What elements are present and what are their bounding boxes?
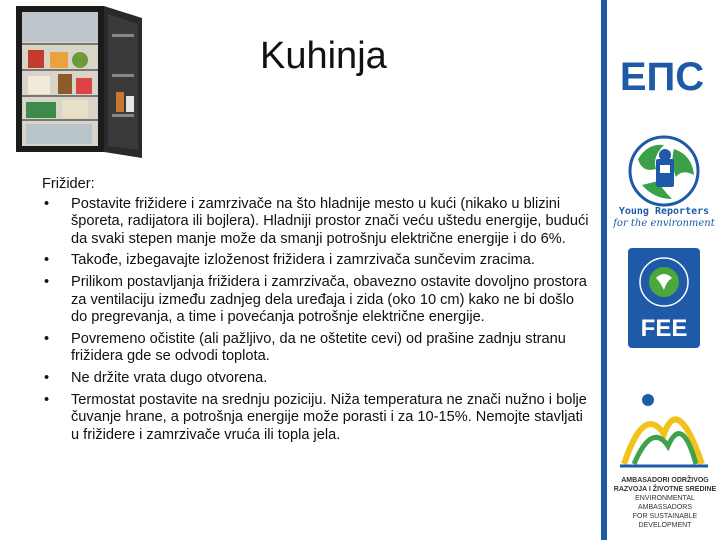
bullet-text: Prilikom postavljanja frižidera i zamrzivača, obavezno ostavite dovoljno prostora za ventilaciju između zadnjeg dela uređaja i zida (oko 10 cm) kako ne bi došlo do pregrevanja, a time i povećanja potrošnje električne energije. bbox=[71, 273, 587, 326]
refrigerator-image bbox=[8, 4, 148, 162]
ambassadors-line-2: RAZVOJA I ŽIVOTNE SREDINE bbox=[613, 486, 717, 493]
bullet-text: Ne držite vrata dugo otvorena. bbox=[71, 369, 268, 386]
list-item bbox=[42, 370, 590, 388]
slide-body bbox=[42, 176, 590, 448]
bullet-marker: • bbox=[44, 391, 50, 408]
bullet-text: Povremeno očistite (ali pažljivo, da ne oštetite cevi) od prašine zadnju stranu frižidera gde se odvodi toplota. bbox=[71, 330, 566, 365]
ambassadors-line-3: ENVIRONMENTAL AMBASSADORS bbox=[635, 495, 695, 511]
list-item bbox=[42, 196, 590, 249]
bullet-marker: • bbox=[44, 195, 50, 212]
bullet-marker: • bbox=[44, 273, 50, 290]
ambassadors-caption bbox=[612, 476, 718, 530]
bullet-marker: • bbox=[44, 330, 50, 347]
fee-logo bbox=[628, 248, 700, 348]
environmental-ambassadors-logo bbox=[614, 384, 714, 472]
bullet-text: Termostat postavite na srednju poziciju. Niža temperatura ne znači nužno i bolje čuvanje hrane, a potrošnja energije može porasti i za 10-15%. Nemojte stavljati u frižidere i zamrzivače vruća ili topla jela. bbox=[71, 391, 587, 443]
svg-text:ЕПС: ЕПС bbox=[619, 55, 705, 96]
list-item bbox=[42, 252, 590, 270]
bullet-text: Takođe, izbegavajte izloženost frižidera i zamrzivača sunčevim zracima. bbox=[71, 252, 535, 269]
ambassadors-line-1: AMBASADORI ODRŽIVOG bbox=[621, 477, 709, 484]
svg-text:FEE: FEE bbox=[640, 315, 688, 342]
bullet-list bbox=[42, 196, 590, 445]
slide-title: Kuhinja bbox=[260, 35, 387, 77]
young-reporters-subtitle: for the environment bbox=[613, 218, 715, 229]
bullet-marker: • bbox=[44, 252, 50, 269]
young-reporters-title: Young Reporters bbox=[618, 206, 710, 217]
bullet-marker: • bbox=[44, 369, 50, 386]
list-item bbox=[42, 331, 590, 366]
section-heading: Frižider: bbox=[42, 176, 95, 192]
bullet-text: Postavite frižidere i zamrzivače na što hladnije mesto u kući (nikako u blizini šporeta, radijatora ili bojlera). Hladniji prostor znači veću uštedu energije, budući da svaki stepen manje može da smanji potrošnju električne energije i do 6%. bbox=[71, 195, 589, 247]
sidebar-divider bbox=[601, 0, 607, 540]
list-item bbox=[42, 392, 590, 445]
list-item bbox=[42, 274, 590, 327]
ambassadors-line-4: FOR SUSTAINABLE DEVELOPMENT bbox=[632, 513, 698, 529]
eps-logo bbox=[612, 54, 712, 96]
